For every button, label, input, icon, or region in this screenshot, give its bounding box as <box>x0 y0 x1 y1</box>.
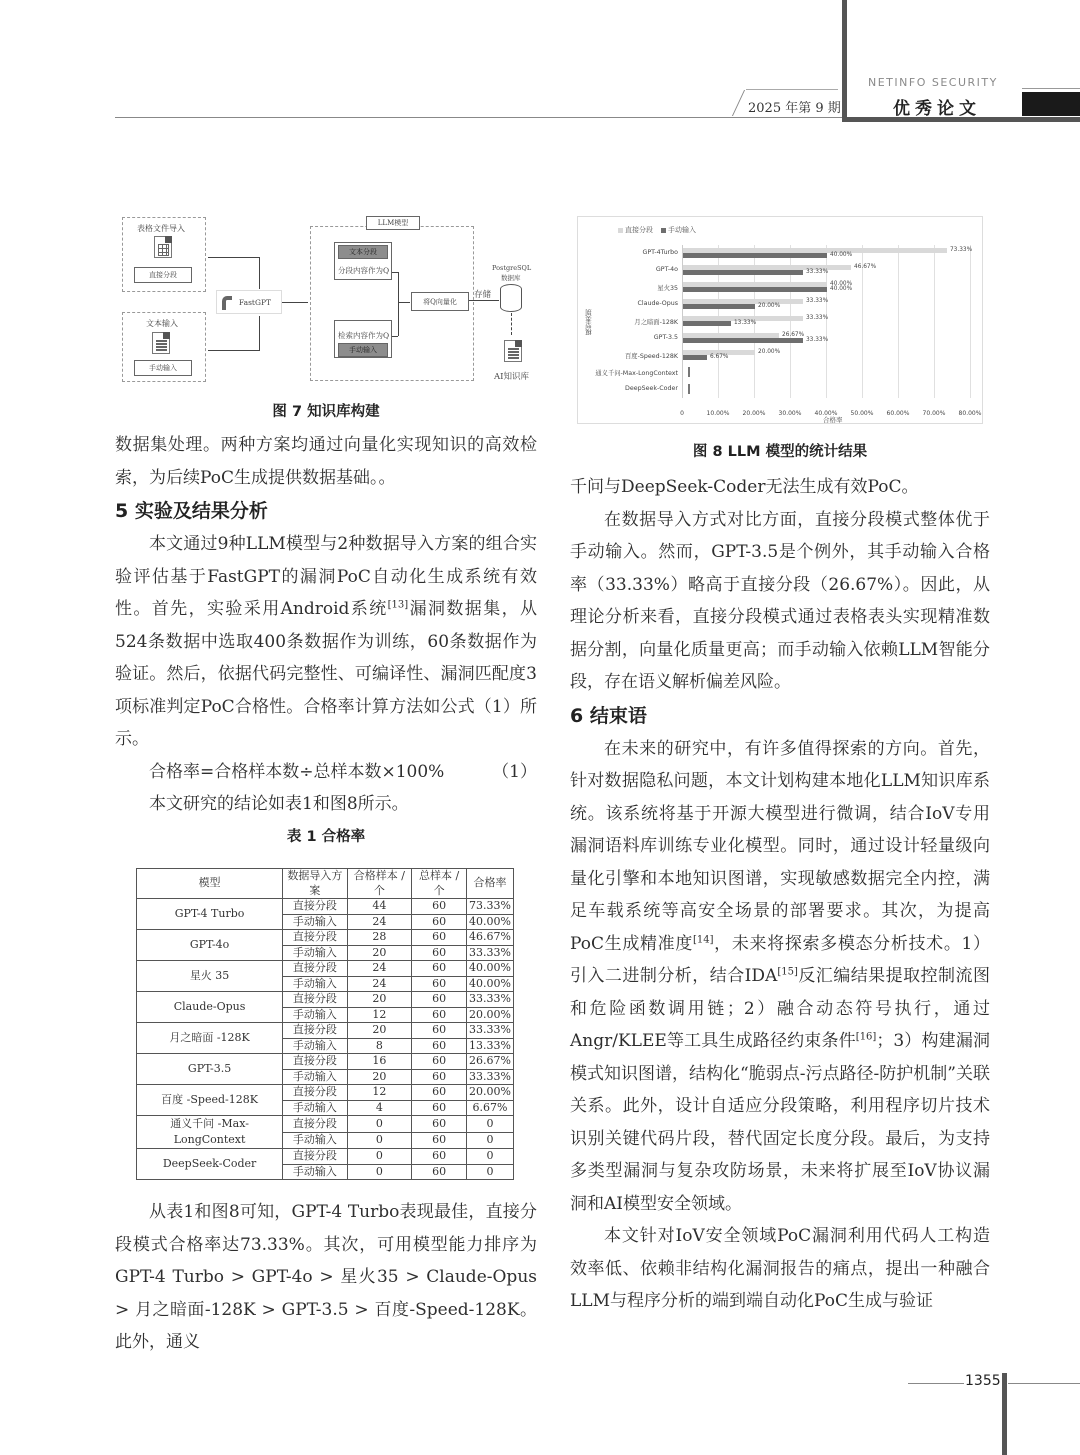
x-tick-label: 40.00% <box>814 410 838 417</box>
cell-rate: 33.33% <box>467 1023 514 1039</box>
cell-pass: 20 <box>347 1023 412 1039</box>
x-tick-label: 20.00% <box>742 410 766 417</box>
category-label: GPT-4Turbo <box>642 249 678 256</box>
figure-7-caption: 图 7 知识库构建 <box>272 404 380 420</box>
page-number: 1355 <box>965 1373 1001 1389</box>
table-row <box>137 930 514 946</box>
cell-pass: 12 <box>347 1007 412 1023</box>
header-rule <box>115 117 842 118</box>
paragraph-continued-right: 千问与DeepSeek-Coder无法生成有效PoC。 <box>570 477 919 497</box>
bar-value-label: 20.00% <box>758 303 781 309</box>
cell-import: 手动输入 <box>283 945 347 961</box>
left-column-bottom <box>115 1196 537 1359</box>
cell-model: DeepSeek-Coder <box>137 1149 283 1180</box>
cell-total: 60 <box>412 1100 467 1116</box>
header-block-rule <box>1022 88 1080 89</box>
cell-import: 直接分段 <box>283 930 347 946</box>
text-segment-label: 文本分段 <box>338 245 388 259</box>
cell-pass: 20 <box>347 1069 412 1085</box>
table-row <box>137 1116 514 1133</box>
cell-total: 60 <box>412 992 467 1008</box>
bar-value-label: 40.00% <box>830 252 853 258</box>
formula-text: 合格率=合格样本数÷总样本数×100% <box>149 761 445 782</box>
section-6-title: 6 结束语 <box>570 704 647 727</box>
category-label: GPT-3.5 <box>653 334 678 341</box>
paragraph-experiment: 本文通过9种LLM模型与2种数据导入方案的组合实验评估基于FastGPT的漏洞PoC自动化生成系统有效性。首先，实验采用Android系统[13]漏洞数据集，从524条数据中选取400条数据作为训练，60条数据作为验证。然后，依据代码完整性、可编译性、漏洞匹配度3项标准判定PoC合格性。合格率计算方法如公式（1）所示。 <box>115 534 537 749</box>
cell-model: GPT-3.5 <box>137 1054 283 1085</box>
chart-legend <box>618 225 696 235</box>
col-header-rate: 合格率 <box>467 869 514 899</box>
cell-pass: 0 <box>347 1149 412 1165</box>
cell-rate: 40.00% <box>467 961 514 977</box>
bar-value-label: 33.33% <box>805 315 829 321</box>
database-cylinder-icon <box>500 284 522 312</box>
section-label: 优秀论文 <box>893 99 981 119</box>
col-header-total: 总样本 / 个 <box>412 869 467 899</box>
bar-manual <box>688 372 690 377</box>
paragraph-future: 在未来的研究中，有许多值得探索的方向。首先，针对数据隐私问题，本文计划构建本地化LLM知识库系统。该系统将基于开源大模型进行微调，结合IoV专用漏洞语料库训练专业化模型。同时，通过设计轻量级向量化引擎和本地知识图谱，实现敏感数据完全内控，满足车载系统等高安全场景的部署要求。其次，为提高PoC生成精准度[14]，未来将探索多模态分析技术。1）引入二进制分析，结合IDA[15]反汇编结果提取控制流图和危险函数调用链；2）融合动态符号执行，通过Angr/KLEE等工具生成路径约束条件[16]；3）构建漏洞模式知识图谱，结构化“脆弱点-污点路径-防护机制”关联关系。此外，设计自适应分段策略，利用程序切片技术识别关键代码片段，替代固定长度分段。最后，为支持多类型漏洞与复杂攻防场景，未来将扩展至IoV协议漏洞和AI模型安全领域。 <box>570 738 990 1214</box>
bar-manual <box>683 270 803 275</box>
bar-value-label: 6.67% <box>710 354 729 360</box>
cell-rate: 0 <box>467 1149 514 1165</box>
x-tick-label: 70.00% <box>922 410 946 417</box>
cell-pass: 24 <box>347 914 412 930</box>
chart-y-label: 模型类别 <box>585 309 593 335</box>
cell-rate: 6.67% <box>467 1100 514 1116</box>
citation-16: [16] <box>855 1031 877 1043</box>
x-tick-label: 0 <box>680 410 684 417</box>
cell-import: 手动输入 <box>283 914 347 930</box>
cell-pass: 28 <box>347 930 412 946</box>
formula-1 <box>115 756 537 789</box>
col-header-import: 数据导入方案 <box>283 869 347 899</box>
cell-total: 60 <box>412 976 467 992</box>
paragraph-conclusion-ref: 本文研究的结论如表1和图8所示。 <box>149 794 409 814</box>
bar-value-label: 33.33% <box>805 337 829 343</box>
gridline <box>934 245 935 398</box>
cell-pass: 0 <box>347 1132 412 1149</box>
table-1-pass-rate <box>136 868 514 1180</box>
figure-7-diagram <box>118 212 533 387</box>
cell-import: 直接分段 <box>283 1149 347 1165</box>
text-input-label: 文本输入 <box>146 319 178 328</box>
table-1-caption: 表 1 合格率 <box>286 828 366 845</box>
cell-pass: 16 <box>347 1054 412 1070</box>
retrieve-as-q-label: 检索内容作为Q <box>338 331 390 340</box>
cell-pass: 44 <box>347 899 412 915</box>
cell-rate: 20.00% <box>467 1007 514 1023</box>
category-label: 通义千问-Max-LongContext <box>595 370 678 377</box>
paragraph-comparison: 在数据导入方式对比方面，直接分段模式整体优于手动输入。然而，GPT-3.5是个例外，其手动输入合格率（33.33%）略高于直接分段（26.67%）。因此，从理论分析来看，直接分段模式通过表格表头实现精准数据分割，向量化质量更高；而手动输入依赖LLM智能分段，存在语义解析偏差风险。 <box>570 509 990 692</box>
cell-import: 手动输入 <box>283 1038 347 1054</box>
x-tick-label: 50.00% <box>850 410 874 417</box>
cell-model: 星火 35 <box>137 961 283 992</box>
store-label: 存储 <box>474 290 492 300</box>
bar-value-label: 26.67% <box>782 332 805 338</box>
legend-item-direct: 直接分段 <box>618 225 653 235</box>
cell-total: 60 <box>412 930 467 946</box>
footer-rule-right <box>1008 1383 1080 1384</box>
cell-pass: 12 <box>347 1085 412 1101</box>
cell-pass: 8 <box>347 1038 412 1054</box>
cell-import: 手动输入 <box>283 1164 347 1180</box>
table-row <box>137 1054 514 1070</box>
manual-input-box: 手动输入 <box>134 360 192 376</box>
cell-total: 60 <box>412 1069 467 1085</box>
cell-total: 60 <box>412 1116 467 1133</box>
x-tick-label: 30.00% <box>778 410 802 417</box>
header-black-block <box>1022 92 1080 116</box>
cell-rate: 26.67% <box>467 1054 514 1070</box>
cell-rate: 73.33% <box>467 899 514 915</box>
col-header-model: 模型 <box>137 869 283 899</box>
cell-rate: 33.33% <box>467 945 514 961</box>
footer-rule-left <box>908 1383 964 1384</box>
bar-manual <box>683 321 731 326</box>
category-label: 星火35 <box>657 285 678 292</box>
col-header-pass: 合格样本 / 个 <box>347 869 412 899</box>
category-label: Claude-Opus <box>637 300 678 307</box>
cell-import: 直接分段 <box>283 1054 347 1070</box>
cell-rate: 0 <box>467 1164 514 1180</box>
segment-as-q-label: 分段内容作为Q <box>338 266 390 275</box>
table-row <box>137 1149 514 1165</box>
cell-rate: 0 <box>467 1116 514 1133</box>
cell-rate: 33.33% <box>467 1069 514 1085</box>
cell-import: 手动输入 <box>283 1007 347 1023</box>
bar-manual <box>683 338 803 343</box>
bar-manual <box>683 355 707 360</box>
cell-import: 手动输入 <box>283 1132 347 1149</box>
table-row <box>137 1085 514 1101</box>
gridline <box>898 245 899 398</box>
bar-manual <box>688 389 690 394</box>
postgres-label: PostgreSQL <box>492 264 532 272</box>
cell-pass: 0 <box>347 1164 412 1180</box>
cell-pass: 24 <box>347 961 412 977</box>
database-label: 数据库 <box>501 274 521 282</box>
cell-rate: 0 <box>467 1132 514 1149</box>
llm-model-label: LLM模型 <box>366 216 420 230</box>
cell-model: Claude-Opus <box>137 992 283 1023</box>
journal-brand: NETINFO SECURITY <box>868 76 998 89</box>
fastgpt-box <box>216 290 282 314</box>
manual-input-grey-label: 手动输入 <box>338 343 388 357</box>
cell-model: 通义千问 -Max-LongContext <box>137 1116 283 1149</box>
cell-model: 月之暗面 -128K <box>137 1023 283 1054</box>
cell-rate: 40.00% <box>467 976 514 992</box>
cell-import: 直接分段 <box>283 899 347 915</box>
cell-total: 60 <box>412 1164 467 1180</box>
bar-value-label: 40.00% <box>830 286 853 292</box>
cell-total: 60 <box>412 914 467 930</box>
legend-item-manual: 手动输入 <box>661 225 696 235</box>
bar-value-label: 33.33% <box>805 269 829 275</box>
chart-x-label: 合格率 <box>823 416 843 424</box>
category-label: 百度-Speed-128K <box>624 353 678 360</box>
cell-import: 直接分段 <box>283 961 347 977</box>
spreadsheet-icon <box>154 236 172 258</box>
cell-import: 手动输入 <box>283 1069 347 1085</box>
fastgpt-logo-icon <box>222 296 232 310</box>
cell-pass: 24 <box>347 976 412 992</box>
figure-8-chart <box>577 216 983 424</box>
cell-import: 直接分段 <box>283 992 347 1008</box>
table-import-label: 表格文件导入 <box>137 224 185 233</box>
cell-import: 手动输入 <box>283 1100 347 1116</box>
cell-rate: 40.00% <box>467 914 514 930</box>
category-label: DeepSeek-Coder <box>625 385 678 392</box>
vectorize-box: 将Q向量化 <box>411 292 469 311</box>
cell-total: 60 <box>412 945 467 961</box>
bar-value-label: 13.33% <box>733 320 757 326</box>
citation-13: [13] <box>387 599 409 611</box>
bar-manual <box>683 304 755 309</box>
paragraph-ranking: 从表1和图8可知，GPT-4 Turbo表现最佳，直接分段模式合格率达73.33%。其次，可用模型能力排序为GPT-4 Turbo > GPT-4o > 星火35 > Claude-Opus > 月之暗面-128K > GPT-3.5 > 百度-Speed-128K。此外，通义 <box>115 1202 537 1352</box>
issue-rule <box>746 89 838 90</box>
chart-plot-area <box>595 245 982 417</box>
ai-kb-label: AI知识库 <box>494 372 529 382</box>
cell-import: 直接分段 <box>283 1023 347 1039</box>
table-row <box>137 992 514 1008</box>
bar-value-label: 46.67% <box>854 264 877 270</box>
cell-rate: 46.67% <box>467 930 514 946</box>
section-5-title: 5 实验及结果分析 <box>115 500 268 522</box>
cell-total: 60 <box>412 1023 467 1039</box>
bar-value-label: 20.00% <box>758 349 781 355</box>
x-tick-label: 10.00% <box>706 410 730 417</box>
table-row <box>137 961 514 977</box>
category-label: 月之暗面-128K <box>634 319 678 326</box>
issue-label: 2025 年第 9 期 <box>748 101 841 116</box>
bar-value-label: 33.33% <box>805 298 829 304</box>
x-tick-label: 60.00% <box>886 410 910 417</box>
figure-8-caption: 图 8 LLM 模型的统计结果 <box>692 444 868 460</box>
header-vertical-bar <box>842 0 847 122</box>
cell-import: 手动输入 <box>283 976 347 992</box>
right-column <box>570 471 990 1318</box>
cell-total: 60 <box>412 1038 467 1054</box>
document-icon <box>152 332 170 354</box>
formula-number: （1） <box>492 761 537 782</box>
cell-total: 60 <box>412 1085 467 1101</box>
cell-pass: 20 <box>347 992 412 1008</box>
cell-import: 直接分段 <box>283 1085 347 1101</box>
fastgpt-label: FastGPT <box>238 297 271 307</box>
cell-rate: 20.00% <box>467 1085 514 1101</box>
cell-total: 60 <box>412 1054 467 1070</box>
table-header-row <box>137 869 514 899</box>
paragraph-continued: 数据集处理。两种方案均通过向量化实现知识的高效检索，为后续PoC生成提供数据基础。。 <box>115 435 537 488</box>
cell-model: 百度 -Speed-128K <box>137 1085 283 1116</box>
cell-rate: 33.33% <box>467 992 514 1008</box>
cell-import: 直接分段 <box>283 1116 347 1133</box>
footer-vertical-bar <box>1002 1373 1007 1455</box>
issue-slash <box>732 90 745 116</box>
bar-manual <box>683 287 827 292</box>
dashed-arrow <box>511 313 512 335</box>
cell-model: GPT-4o <box>137 930 283 961</box>
left-column <box>115 429 537 853</box>
cell-total: 60 <box>412 899 467 915</box>
cell-total: 60 <box>412 1132 467 1149</box>
category-label: GPT-4o <box>655 266 678 273</box>
cell-total: 60 <box>412 1149 467 1165</box>
cell-pass: 20 <box>347 945 412 961</box>
paragraph-summary: 本文针对IoV安全领域PoC漏洞利用代码人工构造效率低、依赖非结构化漏洞报告的痛点，提出一种融合LLM与程序分析的端到端自动化PoC生成与验证 <box>570 1226 990 1311</box>
cell-rate: 13.33% <box>467 1038 514 1054</box>
cell-pass: 4 <box>347 1100 412 1116</box>
gridline <box>970 245 971 398</box>
cell-total: 60 <box>412 1007 467 1023</box>
table-row <box>137 899 514 915</box>
bar-value-label: 40.00% <box>830 281 853 287</box>
citation-15: [15] <box>777 966 798 978</box>
cell-model: GPT-4 Turbo <box>137 899 283 930</box>
bar-value-label: 73.33% <box>949 247 973 253</box>
table-row <box>137 1023 514 1039</box>
x-tick-label: 80.00% <box>958 410 982 417</box>
cell-pass: 0 <box>347 1116 412 1133</box>
bar-manual <box>683 253 827 258</box>
citation-14: [14] <box>692 933 714 945</box>
cell-total: 60 <box>412 961 467 977</box>
knowledge-doc-icon <box>504 340 522 362</box>
direct-segment-box: 直接分段 <box>134 267 192 283</box>
